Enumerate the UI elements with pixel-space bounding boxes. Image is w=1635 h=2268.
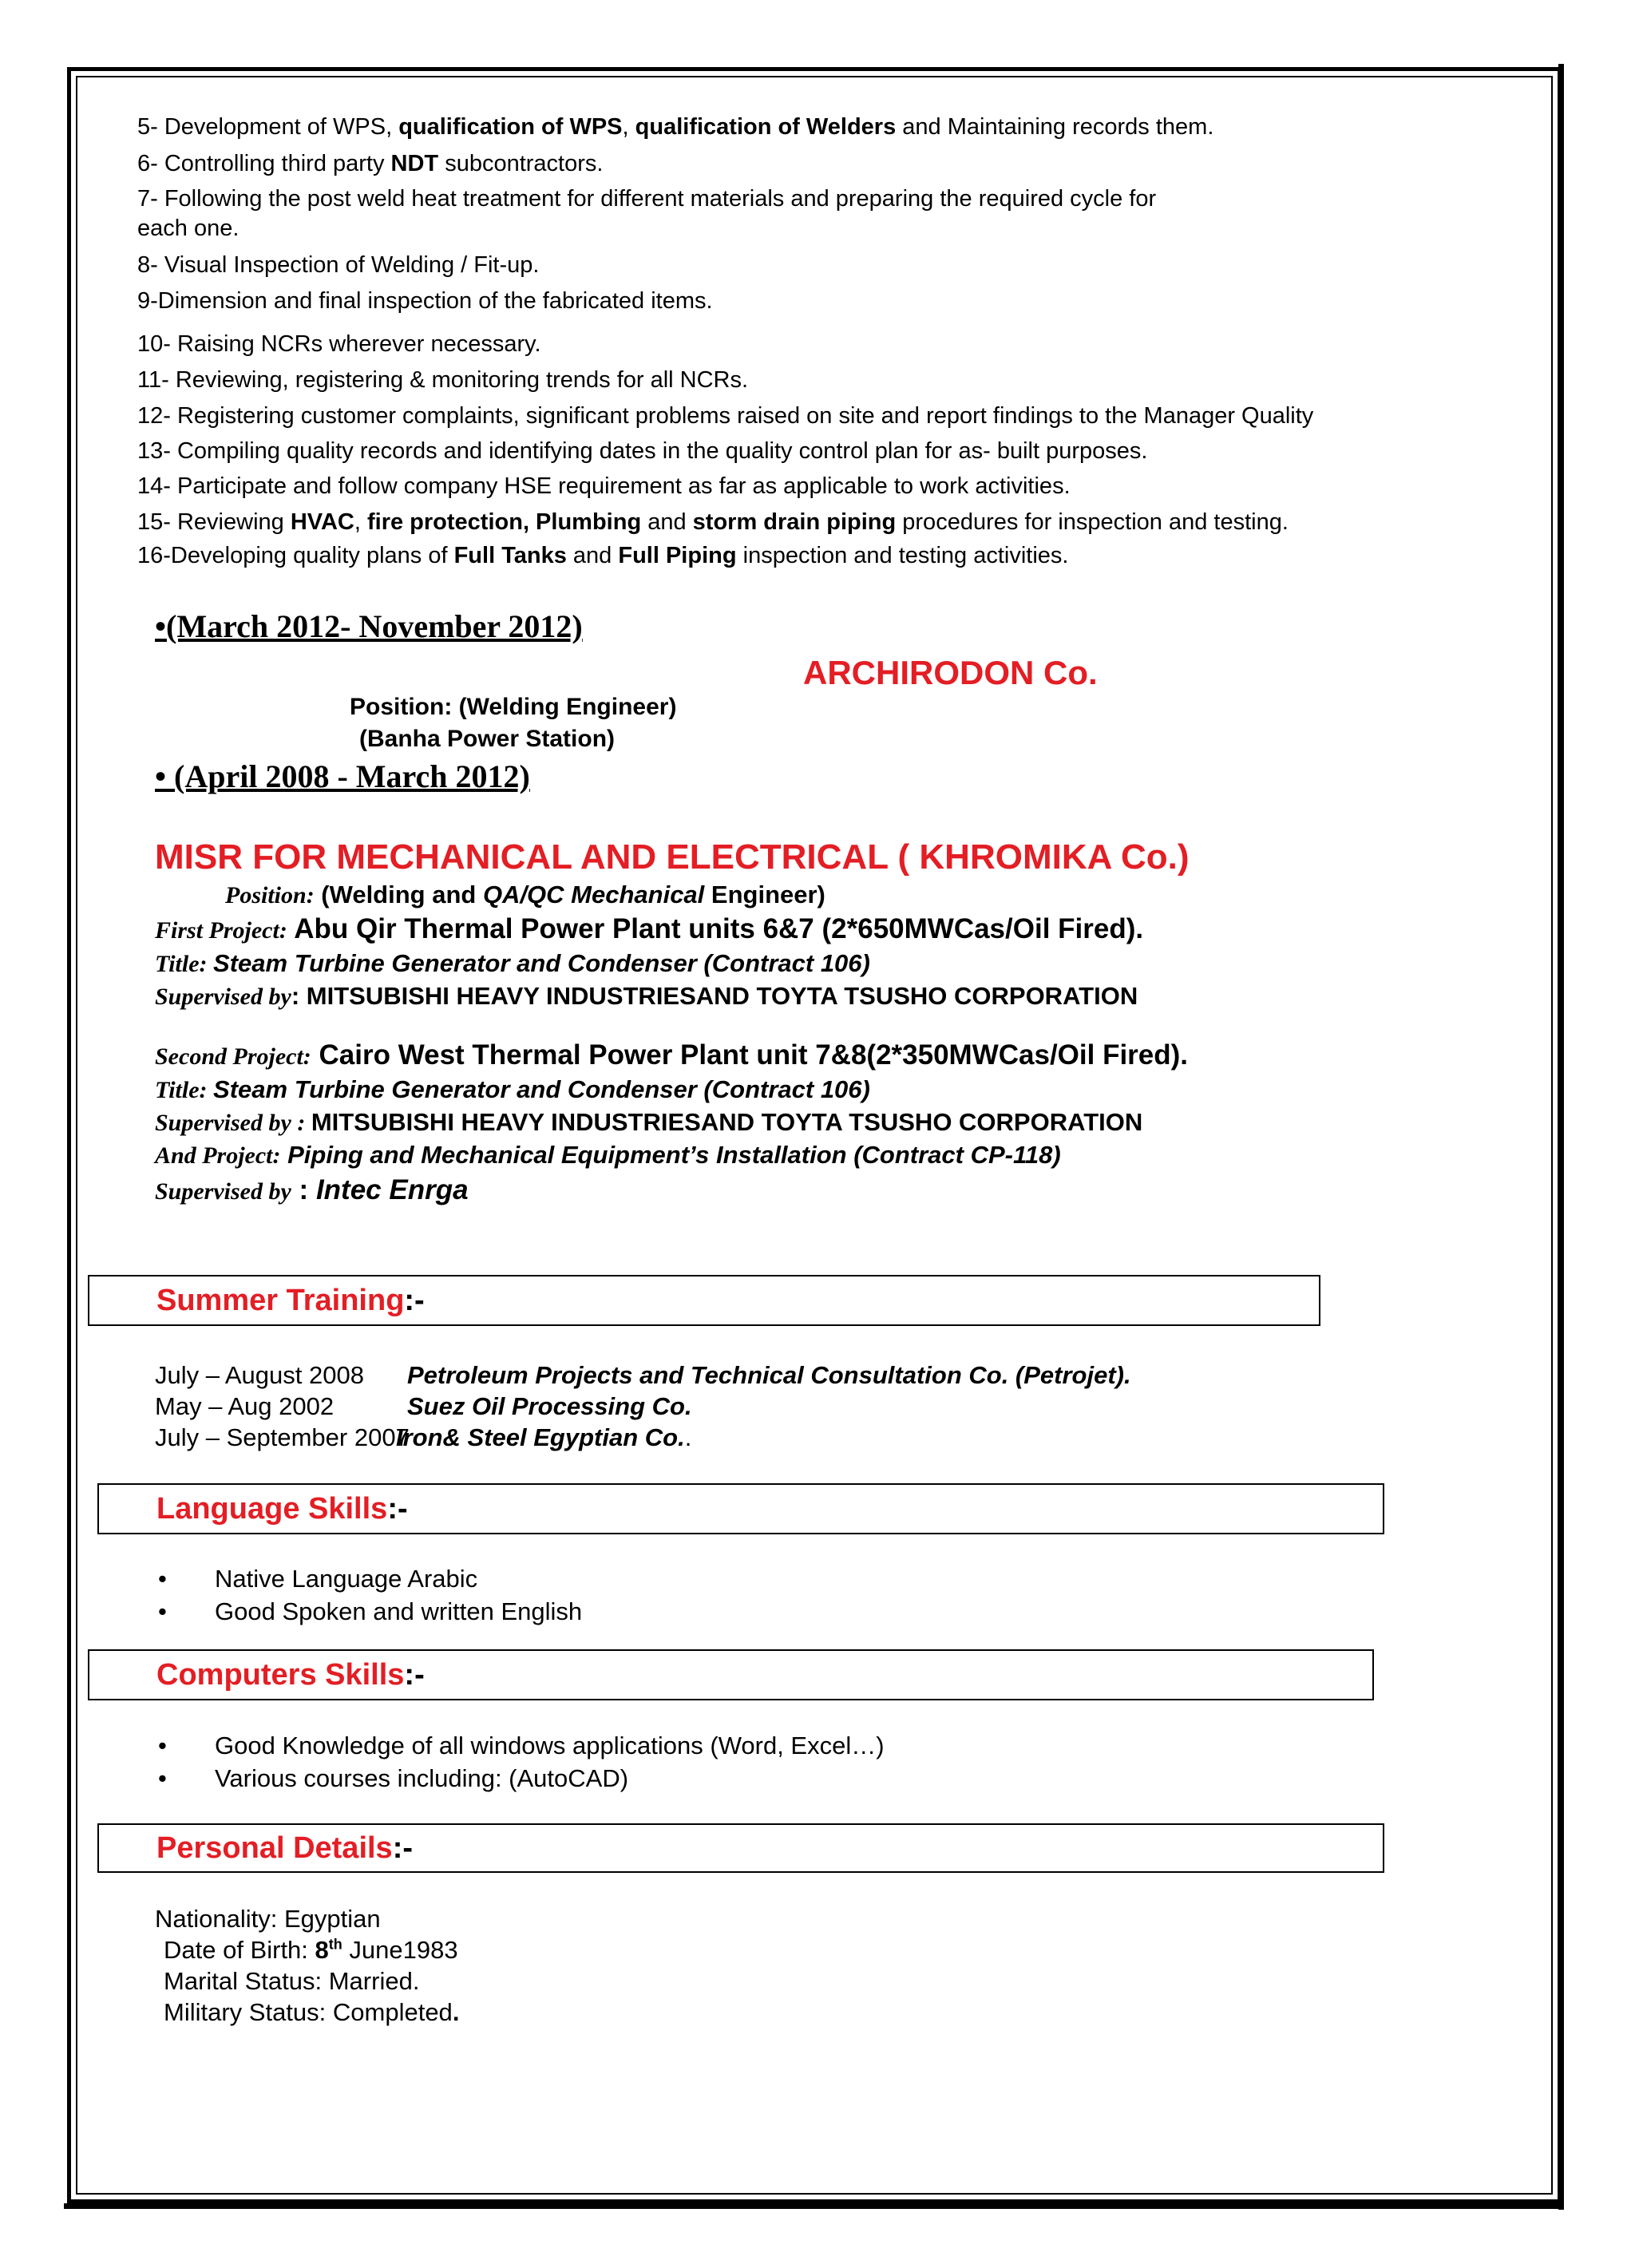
duty-item: 6- Controlling third party NDT subcontractors.	[137, 151, 604, 176]
and-project: And Project: Piping and Mechanical Equipment’s Installation (Contract CP-118)	[155, 1141, 1061, 1169]
second-project: Second Project: Cairo West Thermal Power Plant unit 7&8(2*350MWCas/Oil Fired).	[155, 1039, 1189, 1071]
training-row: July – August 2008 Petroleum Projects and Technical Consultation Co. (Petrojet).	[155, 1361, 1131, 1389]
date-of-birth: Date of Birth: 8th June1983	[164, 1936, 458, 1964]
and-project-supervisor: Supervised by : Intec Enrga	[155, 1174, 469, 1205]
duty-item: each one.	[137, 216, 240, 241]
nationality: Nationality: Egyptian	[155, 1905, 381, 1933]
section-title: Summer Training:-	[156, 1284, 425, 1317]
duty-number: 11-	[137, 367, 176, 393]
job2-company: MISR FOR MECHANICAL AND ELECTRICAL ( KHROMIKA Co.)	[155, 837, 1190, 877]
duty-item: 11- Reviewing, registering & monitoring trends for all NCRs.	[137, 367, 749, 393]
duty-number: 6-	[137, 151, 164, 176]
job2-position: Position: (Welding and QA/QC Mechanical Engineer)	[225, 881, 825, 908]
job1-site: (Banha Power Station)	[359, 726, 616, 752]
page-shadow-bottom	[64, 2203, 1564, 2209]
duty-number: 5-	[137, 114, 164, 140]
duty-number: 10-	[137, 331, 177, 357]
marital-status: Marital Status: Married.	[164, 1967, 420, 1995]
first-project: First Project: Abu Qir Thermal Power Plant units 6&7 (2*650MWCas/Oil Fired).	[155, 913, 1144, 944]
first-project-title: Title: Steam Turbine Generator and Condenser (Contract 106)	[155, 949, 870, 977]
duty-item: 8- Visual Inspection of Welding / Fit-up.	[137, 252, 540, 278]
duty-number: 13-	[137, 438, 177, 464]
duty-item: 9-Dimension and final inspection of the fabricated items.	[137, 288, 713, 314]
military-status: Military Status: Completed.	[164, 1998, 460, 2026]
duty-number: 14-	[137, 473, 177, 499]
duty-number: 12-	[137, 403, 177, 429]
duty-number: 15-	[137, 509, 177, 535]
duty-number: 16-	[137, 543, 171, 568]
duty-item: 16-Developing quality plans of Full Tanks and Full Piping inspection and testing activities.	[137, 543, 1069, 568]
computer-skills-header: Computers Skills:-	[88, 1649, 1374, 1700]
duty-item: 5- Development of WPS, qualification of WPS, qualification of Welders and Maintaining records them.	[137, 114, 1214, 140]
duty-number: 9-	[137, 288, 158, 314]
summer-training-header	[88, 1275, 1320, 1326]
duty-item: 13- Compiling quality records and identifying dates in the quality control plan for as- built purposes.	[137, 438, 1148, 464]
page-shadow-right	[1558, 64, 1564, 2210]
job1-company: ARCHIRODON Co.	[803, 654, 1098, 691]
personal-details-header: Personal Details:-	[97, 1823, 1384, 1873]
first-project-supervisor: Supervised by: MITSUBISHI HEAVY INDUSTRIESAND TOYTA TSUSHO CORPORATION	[155, 982, 1138, 1010]
second-project-supervisor: Supervised by : MITSUBISHI HEAVY INDUSTRIESAND TOYTA TSUSHO CORPORATION	[155, 1108, 1143, 1136]
duty-number: 7-	[137, 186, 164, 212]
duty-item: 15- Reviewing HVAC, fire protection, Plumbing and storm drain piping procedures for inspection and testing.	[137, 509, 1289, 535]
duty-item: 7- Following the post weld heat treatment for different materials and preparing the required cycle for	[137, 186, 1157, 212]
training-row: May – Aug 2002 Suez Oil Processing Co.	[155, 1392, 692, 1420]
duty-item: 12- Registering customer complaints, significant problems raised on site and report findings to the Manager Quality	[137, 403, 1314, 429]
duty-number: 8-	[137, 252, 164, 278]
language-skills-header: Language Skills:-	[97, 1483, 1384, 1534]
job1-position: Position: (Welding Engineer)	[350, 694, 677, 720]
second-project-title: Title: Steam Turbine Generator and Condenser (Contract 106)	[155, 1075, 870, 1103]
job2-period: • (April 2008 - March 2012)	[155, 758, 530, 794]
position-label: Position:	[225, 882, 315, 908]
training-row: July – September 2007Iron& Steel Egyptian Co..	[155, 1423, 692, 1451]
duty-item: 10- Raising NCRs wherever necessary.	[137, 331, 541, 357]
job1-period: •(March 2012- November 2012)	[155, 608, 583, 644]
duty-item: 14- Participate and follow company HSE requirement as far as applicable to work activities.	[137, 473, 1071, 499]
